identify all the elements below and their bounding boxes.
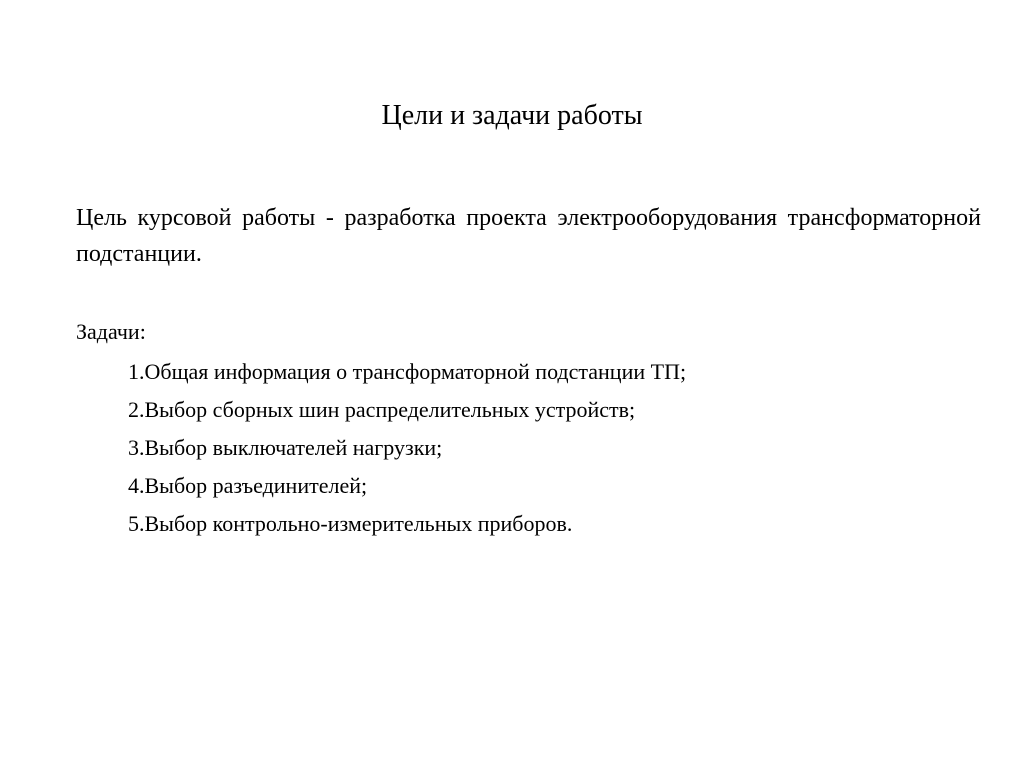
goal-paragraph: Цель курсовой работы - разработка проекта электрооборудования трансформаторной подстанции. [76,205,981,267]
task-item: 3.Выбор выключателей нагрузки; [128,435,443,460]
task-list [128,353,686,543]
task-item: 1.Общая информация о трансформаторной подстанции ТП; [128,359,687,384]
task-item: 5.Выбор контрольно-измерительных приборов. [128,511,573,536]
tasks-heading: Задачи: [76,319,146,344]
task-item: 4.Выбор разъединителей; [128,473,368,498]
slide-title: Цели и задачи работы [381,100,643,131]
task-item: 2.Выбор сборных шин распределительных устройств; [128,397,636,422]
